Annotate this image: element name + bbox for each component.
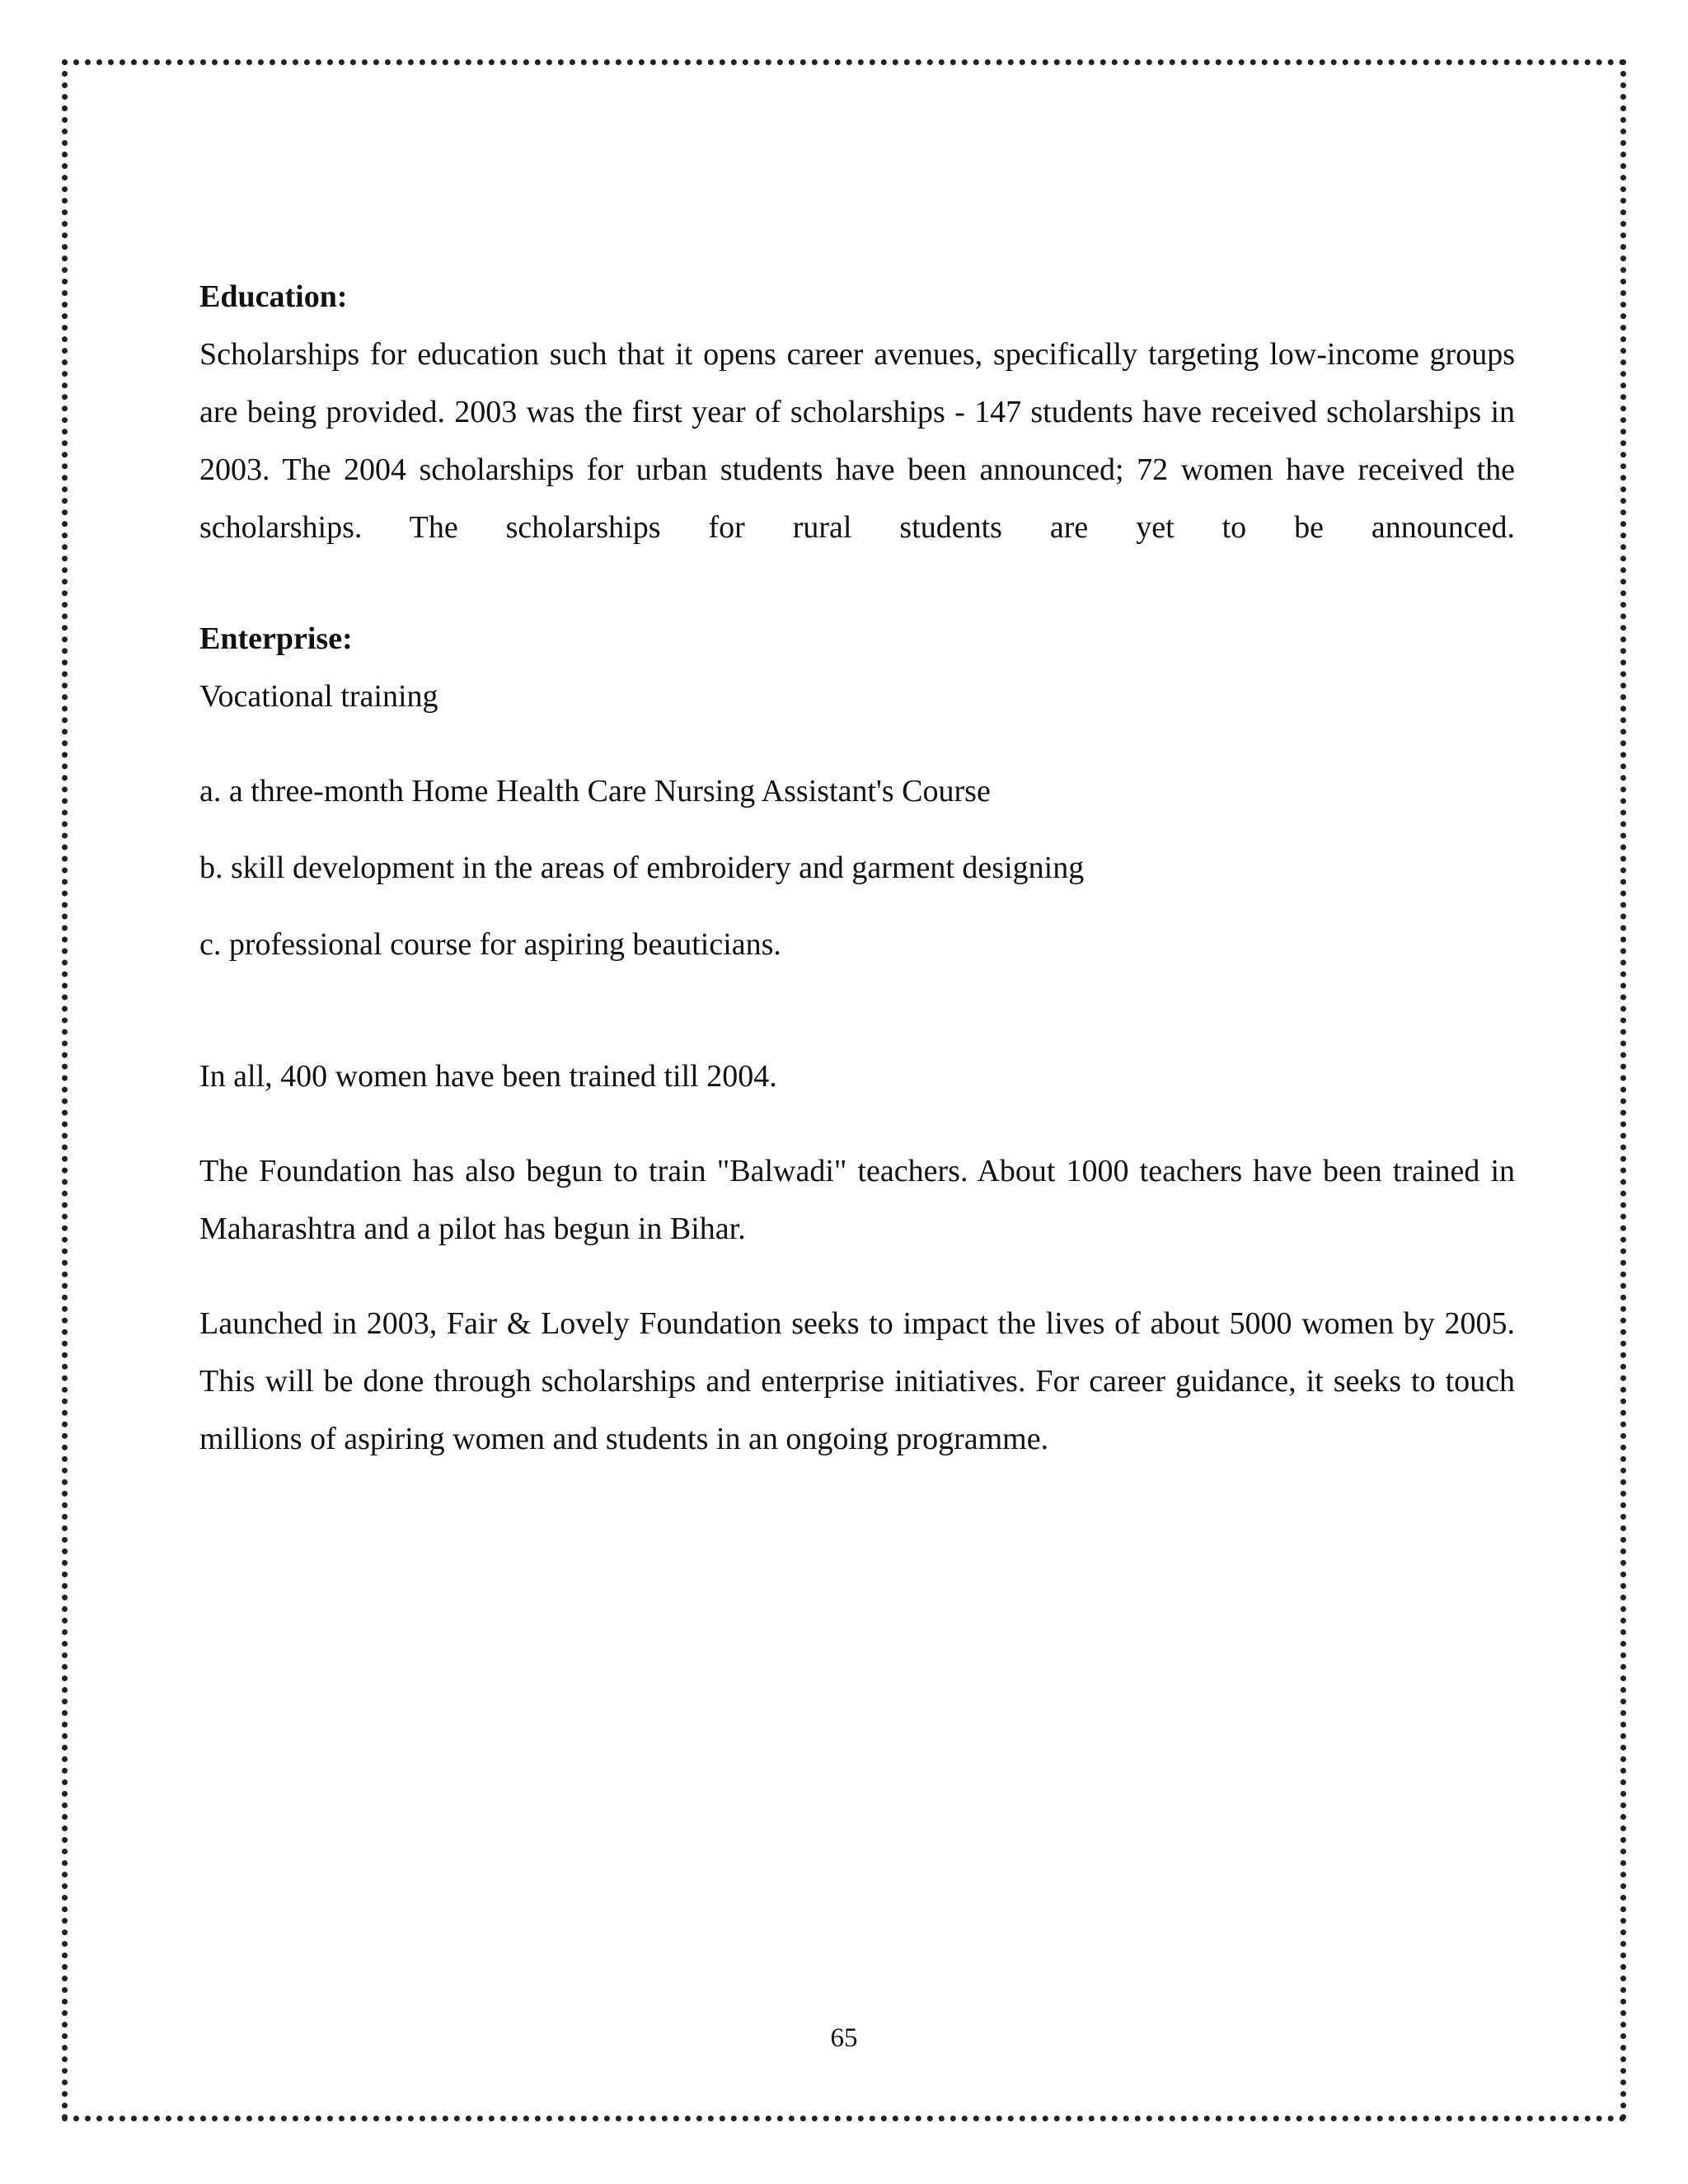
list-spacer [199,725,1515,762]
launch-paragraph: Launched in 2003, Fair & Lovely Foundation seeks to impact the lives of about 5000 women by 2005. This will be done through scholarships and enterprise initiatives. For career guidance, it seeks to touch millions of aspiring women and students in an ongoing programme. [199,1306,1515,1456]
list-item: b. skill development in the areas of embroidery and garment designing [199,851,1085,885]
balwadi-paragraph: The Foundation has also begun to train "Balwadi" teachers. About 1000 teachers have been trained in Maharashtra and a pilot has begun in Bihar. [199,1154,1515,1246]
education-heading: Education: [199,279,348,314]
page-content [199,268,1515,1468]
para-spacer [199,1258,1515,1295]
enterprise-heading: Enterprise: [199,621,353,656]
list-item: c. professional course for aspiring beauticians. [199,927,781,962]
education-paragraph: Scholarships for education such that it opens career avenues, specifically targeting low-income groups are being provided. 2003 was the first year of scholarships - 147 students have received scholarships in 2003. The 2004 scholarships for urban students have been announced; 72 women have received the scholarships. The scholarships for rural students are yet to be announced. [199,337,1515,545]
page-number: 65 [830,2023,858,2053]
trained-summary: In all, 400 women have been trained till 2004. [199,1059,777,1094]
section-spacer [199,556,1515,610]
list-end-spacer [199,973,1515,1047]
list-item: a. a three-month Home Health Care Nursing Assistant's Course [199,774,991,808]
para-spacer [199,1105,1515,1142]
enterprise-intro: Vocational training [199,679,438,714]
